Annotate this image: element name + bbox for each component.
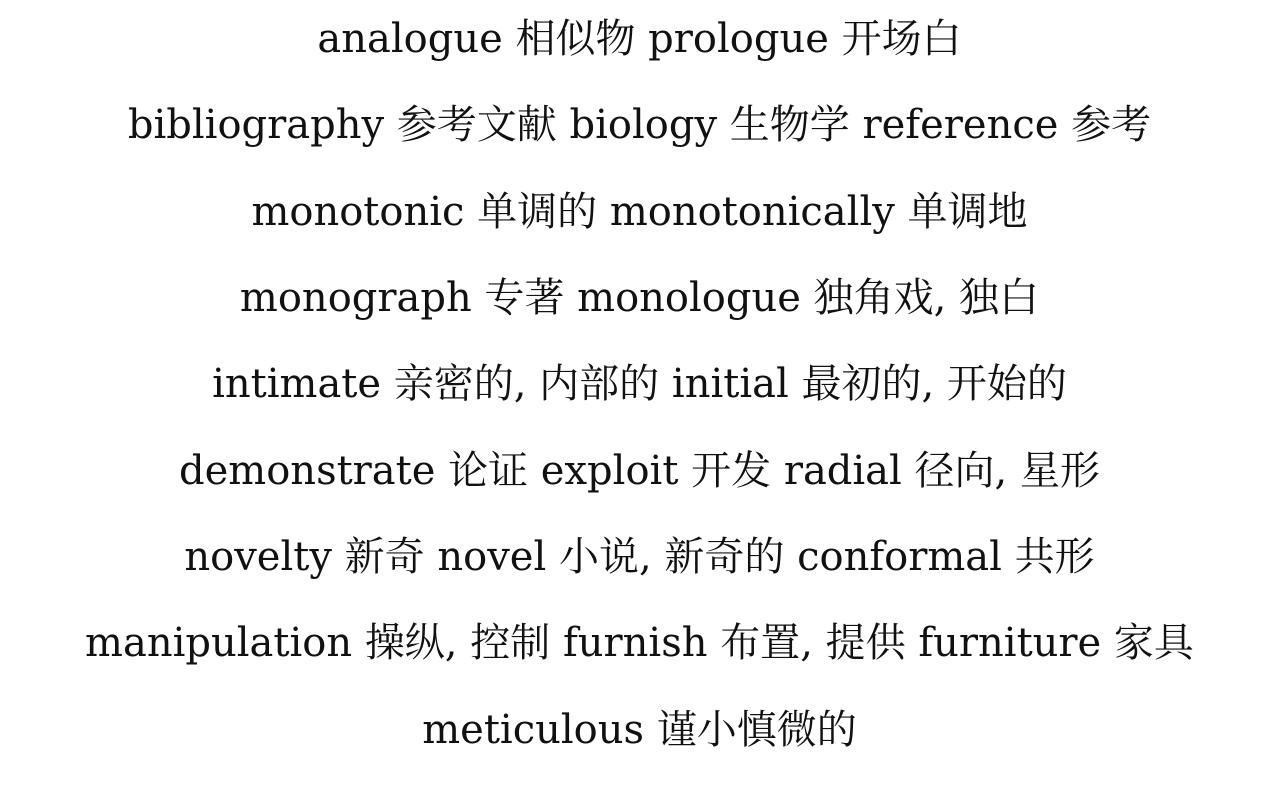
vocab-line-5: intimate 亲密的, 内部的 initial 最初的, 开始的 xyxy=(212,361,1067,408)
vocab-line-7: novelty 新奇 novel 小说, 新奇的 conformal 共形 xyxy=(184,533,1095,580)
vocab-line-1: analogue 相似物 prologue 开场白 xyxy=(317,16,962,62)
vocab-line-3: monotonic 单调的 monotonically 单调地 xyxy=(251,188,1028,235)
vocab-line-2: bibliography 参考文献 biology 生物学 reference 参考 xyxy=(127,102,1152,149)
vocab-line-6: demonstrate 论证 exploit 开发 radial 径向, 星形 xyxy=(179,447,1100,494)
vocab-line-4: monograph 专著 monologue 独角戏, 独白 xyxy=(239,274,1040,321)
vocab-line-8: manipulation 操纵, 控制 furnish 布置, 提供 furniture 家具 xyxy=(85,620,1194,667)
vocab-line-9: meticulous 谨小慎微的 xyxy=(422,706,857,753)
